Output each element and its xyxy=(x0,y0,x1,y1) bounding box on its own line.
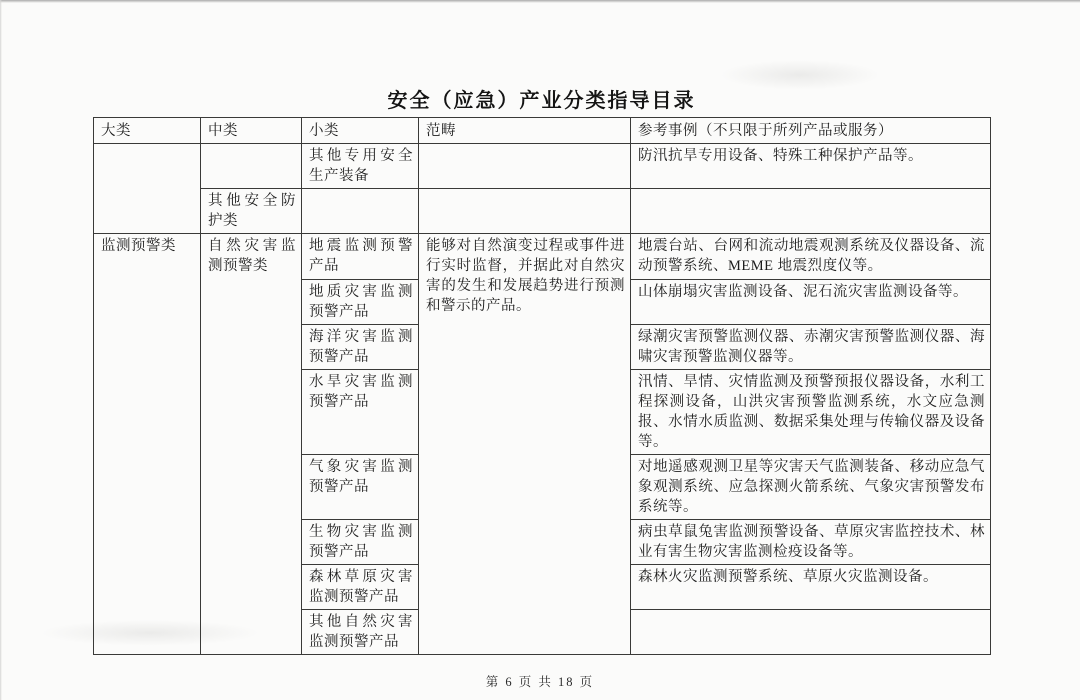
cell-minor: 海洋灾害监测预警产品 xyxy=(302,325,419,370)
table-row xyxy=(94,144,991,189)
classification-table xyxy=(93,117,991,655)
cell-minor: 其他专用安全生产装备 xyxy=(302,144,419,189)
cell-examples: 森林火灾监测预警系统、草原火灾监测设备。 xyxy=(631,565,991,610)
table-row xyxy=(94,234,991,280)
column-header-major: 大类 xyxy=(94,118,201,144)
cell-examples: 汛情、旱情、灾情监测及预警预报仪器设备，水利工程探测设备，山洪灾害预警监测系统，水文应急测报、水情水质监测、数据采集处理与传输仪器及设备等。 xyxy=(631,370,991,455)
cell-examples: 山体崩塌灾害监测设备、泥石流灾害监测设备等。 xyxy=(631,280,991,325)
cell-examples-empty xyxy=(631,189,991,234)
cell-major-category: 监测预警类 xyxy=(94,234,201,655)
column-header-middle: 中类 xyxy=(201,118,302,144)
cell-examples: 病虫草鼠兔害监测预警设备、草原灾害监控技术、林业有害生物灾害监测检疫设备等。 xyxy=(631,520,991,565)
cell-minor-empty xyxy=(302,189,419,234)
cell-middle-empty xyxy=(201,144,302,189)
cell-examples: 地震台站、台网和流动地震观测系统及仪器设备、流动预警系统、MEME 地震烈度仪等。 xyxy=(631,234,991,280)
cell-examples xyxy=(631,610,991,655)
cell-examples: 防汛抗旱专用设备、特殊工种保护产品等。 xyxy=(631,144,991,189)
cell-minor: 水旱灾害监测预警产品 xyxy=(302,370,419,455)
cell-middle: 其他安全防护类 xyxy=(201,189,302,234)
scan-edge-artifact xyxy=(0,0,1080,3)
cell-minor: 地质灾害监测预警产品 xyxy=(302,280,419,325)
column-header-minor: 小类 xyxy=(302,118,419,144)
cell-middle-category: 自然灾害监测预警类 xyxy=(201,234,302,655)
cell-scope-empty xyxy=(419,189,631,234)
cell-minor: 地震监测预警产品 xyxy=(302,234,419,280)
cell-minor: 森林草原灾害监测预警产品 xyxy=(302,565,419,610)
cell-examples: 对地遥感观测卫星等灾害天气监测装备、移动应急气象观测系统、应急探测火箭系统、气象灾害预警发布系统等。 xyxy=(631,455,991,520)
page-footer: 第 6 页 共 18 页 xyxy=(485,675,595,689)
cell-minor: 其他自然灾害监测预警产品 xyxy=(302,610,419,655)
column-header-examples: 参考事例（不只限于所列产品或服务） xyxy=(631,118,991,144)
column-header-scope: 范畴 xyxy=(419,118,631,144)
cell-scope-empty xyxy=(419,144,631,189)
table-header-row xyxy=(94,118,991,144)
cell-minor: 气象灾害监测预警产品 xyxy=(302,455,419,520)
cell-scope: 能够对自然演变过程或事件进行实时监督，并据此对自然灾害的发生和发展趋势进行预测和警示的产品。 xyxy=(419,234,631,655)
cell-examples: 绿潮灾害预警监测仪器、赤潮灾害预警监测仪器、海啸灾害预警监测仪器等。 xyxy=(631,325,991,370)
scan-edge-artifact xyxy=(0,0,2,700)
cell-minor: 生物灾害监测预警产品 xyxy=(302,520,419,565)
table-row xyxy=(94,189,991,234)
page-title: 安全（应急）产业分类指导目录 xyxy=(387,90,696,112)
cell-major-empty xyxy=(94,144,201,234)
